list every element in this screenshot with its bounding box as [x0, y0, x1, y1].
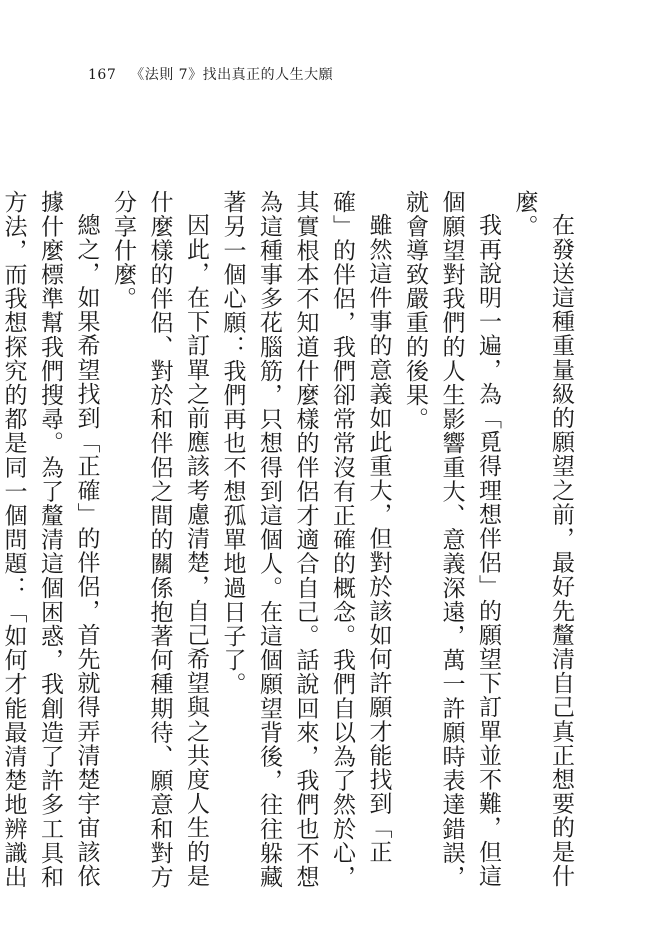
paragraph-5: 總之，如果希望找到「正確」的伴侶，首先就得弄清楚宇宙該依據什麼標準幫我們搜尋。為了釐清這個困惑，我創造了許多工具和方法，而我想探究的都是同一個問題：「如何才能最清楚地辨識出: [0, 190, 100, 889]
paragraph-1: 在發送這種重量級的願望之前，最好先釐清自己真正想要的是什麼。: [511, 190, 574, 888]
paragraph-2: 我再說明一遍，為「覓得理想伴侶」的願望下訂單並不難，但這個願望對我們的人生影響重大、意義深遠，萬一許願時表達錯誤，就會導致嚴重的後果。: [402, 190, 501, 889]
body-text: [0, 190, 579, 890]
page-number: 167: [88, 67, 117, 83]
chapter-title: 《法則 7》找出真正的人生大願: [130, 67, 334, 83]
running-header: [88, 64, 333, 84]
paragraph-4: 因此，在下訂單之前應該考慮清楚，自己希望與之共度人生的是什麼樣的伴侶、對於和伴侶之間的關係抱著何種期待、願意和對方分享什麼。: [110, 190, 209, 889]
paragraph-3: 雖然這件事的意義如此重大，但對於該如何許願才能找到「正確」的伴侶，我們卻常常沒有正確的概念。我們自以為了然於心，其實根本不知道什麼樣的伴侶才適合自己。話說回來，我們也不想為這種事多花腦筋，只想得到這個人。在這個願望背後，往往躲藏著另一個心願：我們再也不想孤單地過日子了。: [219, 190, 392, 889]
